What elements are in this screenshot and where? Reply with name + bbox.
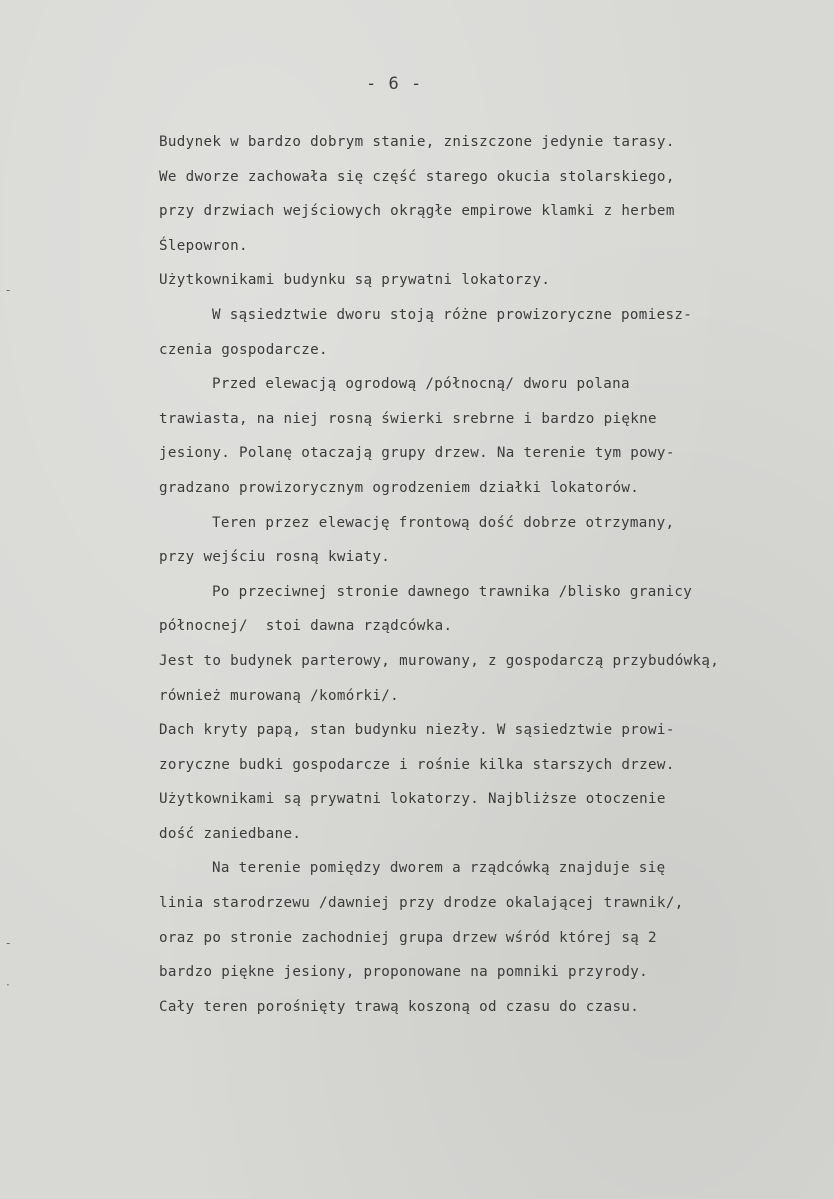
- text-line: Jest to budynek parterowy, murowany, z gospodarczą przybudówką,: [159, 652, 720, 669]
- text-line: oraz po stronie zachodniej grupa drzew wśród której są 2: [159, 929, 657, 946]
- text-line: gradzano prowizorycznym ogrodzeniem działki lokatorów.: [159, 479, 640, 496]
- text-line: przy wejściu rosną kwiaty.: [159, 549, 391, 566]
- text-line: Dach kryty papą, stan budynku niezły. W sąsiedztwie prowi-: [159, 722, 675, 739]
- document-body: [159, 130, 834, 1029]
- text-line: zoryczne budki gospodarcze i rośnie kilka starszych drzew.: [159, 756, 675, 773]
- text-line: Po przeciwnej stronie dawnego trawnika /blisko granicy: [212, 583, 693, 600]
- text-line: również murowaną /komórki/.: [159, 687, 400, 704]
- text-line: jesiony. Polanę otaczają grupy drzew. Na terenie tym powy-: [159, 445, 675, 462]
- text-line: Budynek w bardzo dobrym stanie, zniszczone jedynie tarasy.: [159, 134, 675, 150]
- text-line: Teren przez elewację frontową dość dobrze otrzymany,: [212, 514, 675, 531]
- text-line: Cały teren porośnięty trawą koszoną od czasu do czasu.: [159, 998, 640, 1015]
- text-line: trawiasta, na niej rosną świerki srebrne i bardzo piękne: [159, 410, 657, 427]
- text-line: Na terenie pomiędzy dworem a rządcówką znajduje się: [212, 860, 666, 877]
- margin-mark: ·: [6, 978, 10, 992]
- text-line: Użytkownikami są prywatni lokatorzy. Najbliższe otoczenie: [159, 791, 666, 808]
- margin-mark: -: [6, 283, 11, 297]
- text-line: Ślepowron.: [159, 237, 248, 254]
- page-number: - 6 -: [366, 74, 423, 94]
- text-line: czenia gospodarcze.: [159, 341, 328, 358]
- text-line: Przed elewacją ogrodową /północną/ dworu polana: [212, 376, 630, 393]
- text-line: dość zaniedbane.: [159, 825, 302, 842]
- text-line: Użytkownikami budynku są prywatni lokatorzy.: [159, 272, 551, 289]
- text-line: linia starodrzewu /dawniej przy drodze okalającej trawnik/,: [159, 895, 684, 912]
- text-line: We dworze zachowała się część starego okucia stolarskiego,: [159, 168, 675, 185]
- text-line: W sąsiedztwie dworu stoją różne prowizoryczne pomiesz-: [212, 306, 693, 323]
- margin-mark: -: [6, 936, 11, 950]
- text-line: bardzo piękne jesiony, proponowane na pomniki przyrody.: [159, 964, 649, 981]
- text-line: przy drzwiach wejściowych okrągłe empirowe klamki z herbem: [159, 203, 675, 220]
- text-line: północnej/ stoi dawna rządcówka.: [159, 618, 453, 635]
